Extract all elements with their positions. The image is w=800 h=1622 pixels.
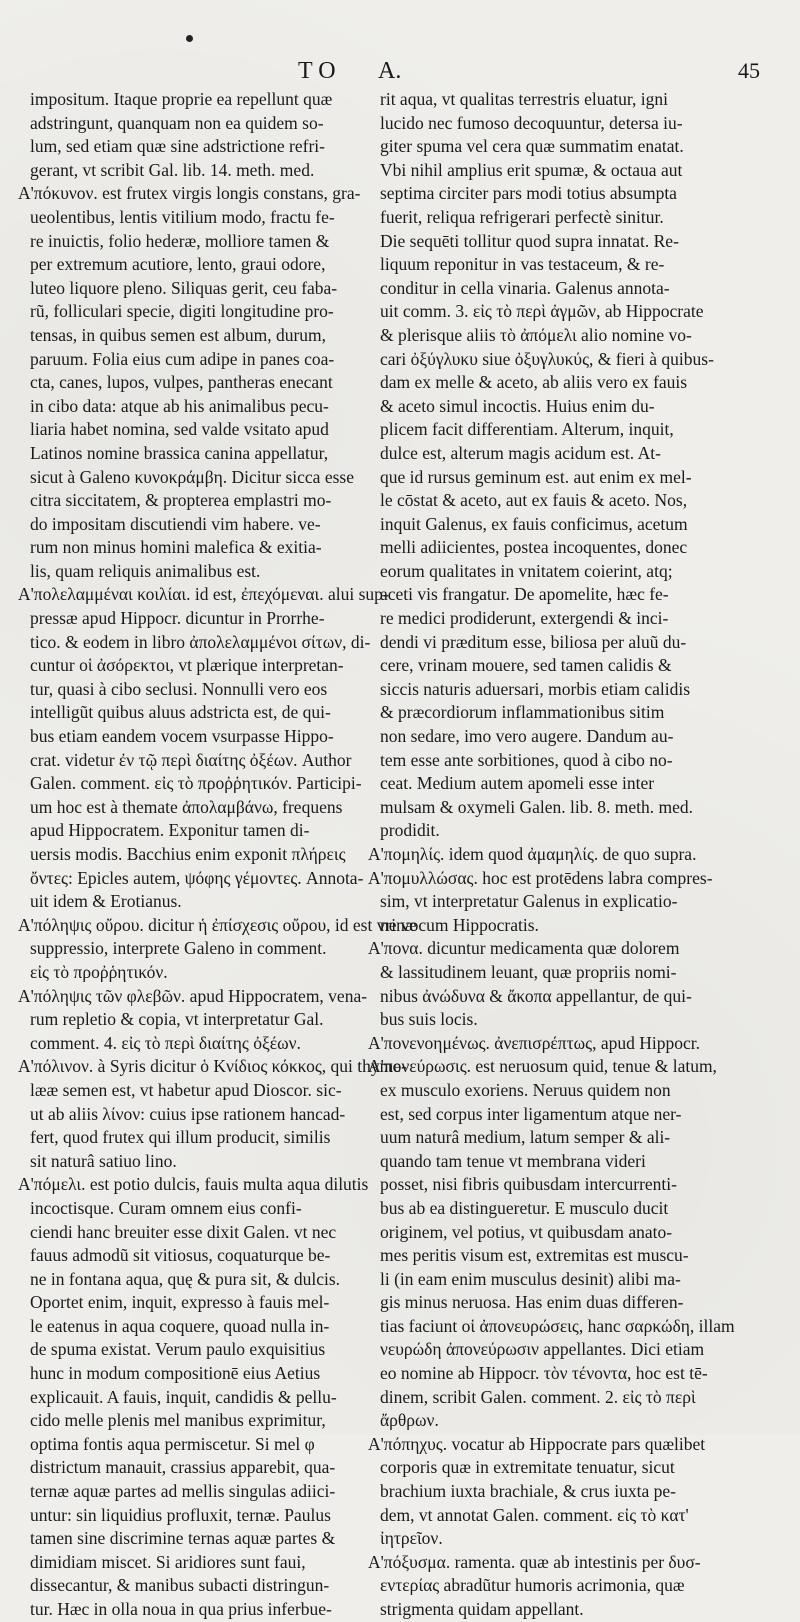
text-line: liaria habet nomina, sed valde vsitato apud xyxy=(30,419,329,440)
ink-spot xyxy=(186,35,193,42)
text-line: do impositam discutiendi vim habere. ve- xyxy=(30,513,321,534)
text-line: Vbi nihil amplius erit spumæ, & octaua aut xyxy=(380,159,683,180)
text-line: suppressio, interprete Galeno in comment. xyxy=(30,938,327,959)
text-line: le eatenus in aqua coquere, quoad nulla in- xyxy=(30,1315,330,1336)
text-line: posset, nisi fibris quibusdam intercurrenti- xyxy=(380,1174,677,1195)
text-line: tensas, in quibus semen est album, durum, xyxy=(30,324,327,345)
text-line: A'πόπηχυς. vocatur ab Hippocrate pars quælibet xyxy=(368,1433,706,1454)
text-line: ceat. Medium autem apomeli esse inter xyxy=(380,773,655,794)
text-line: A'πομηλίς. idem quod ἀμαμηλίς. de quo supra. xyxy=(368,844,697,864)
text-line: brachium iuxta brachiale, & crus iuxta pe- xyxy=(380,1481,676,1502)
text-line: pressæ apud Hippocr. dicuntur in Prorrhe- xyxy=(30,608,325,629)
text-line: optima fontis aqua permiscetur. Si mel φ xyxy=(30,1433,315,1454)
text-line: corporis quæ in extremitate tenuatur, sicut xyxy=(380,1457,675,1478)
text-line: A'πομυλλώσας. hoc est protēdens labra compres- xyxy=(368,867,713,888)
text-line: re inuictis, folio hederæ, molliore tamen & xyxy=(30,230,330,251)
text-line: uum naturâ medium, latum semper & ali- xyxy=(380,1127,671,1148)
text-line: cere, vrinam mouere, sed tamen calidis & xyxy=(380,655,672,676)
text-line: rum repletio & copia, vt interpretatur Gal. xyxy=(30,1009,324,1030)
text-line: νευρώδη ἀπονεύρωσιν appellantes. Dici etiam xyxy=(380,1339,705,1360)
text-line: bus ab ea distingueretur. E musculo ducit xyxy=(380,1197,669,1218)
text-line: untur: sin liquidius profluxit, ternæ. Paulus xyxy=(30,1504,331,1525)
text-line: liquum reponitur in vas testaceum, & re- xyxy=(380,254,665,275)
text-line: ciendi hanc breuiter esse dixit Galen. vt nec xyxy=(30,1221,337,1242)
text-line: inquit Galenus, ex fauis conficimus, acetum xyxy=(380,513,688,534)
text-line: paruum. Folia eius cum adipe in panes coa- xyxy=(30,348,335,369)
text-line: hunc in modum compositionē eius Aetius xyxy=(30,1363,321,1384)
text-line: A'πόκυνον. est frutex virgis longis constans, gra- xyxy=(18,183,361,204)
text-line: εἰς τὸ προῤῥητικόν. xyxy=(30,961,168,982)
text-line: & aceto simul incoctis. Huius enim du- xyxy=(380,395,655,416)
text-line: A'πόληψις οὔρου. dicitur ἡ ἐπίσχεσις οὔρου, id est vrinæ xyxy=(18,914,417,935)
text-line: conditur in cella vinaria. Galenus annota- xyxy=(380,277,670,298)
text-line: melli adiicientes, postea incoquentes, donec xyxy=(380,537,688,558)
text-line: explicauit. A fauis, inquit, candidis & pellu- xyxy=(30,1386,337,1407)
text-line: lis, quam reliquis animalibus est. xyxy=(30,560,261,581)
text-line: que id rursus geminum est. aut enim ex mel- xyxy=(380,466,692,487)
text-line: cta, canes, lupos, vulpes, pantheras enecant xyxy=(30,372,333,393)
text-line: dissecantur, & manibus subacti distringun- xyxy=(30,1575,330,1596)
text-line: fuerit, reliqua refrigerari perfectè sinitur. xyxy=(380,206,664,227)
text-line: dinem, scribit Galen. comment. 2. εἰς τὸ περὶ xyxy=(380,1386,696,1407)
text-line: cido melle plenis mel manibus exprimitur, xyxy=(30,1410,326,1431)
text-line: lucido nec fumoso decoquuntur, detersa iu- xyxy=(380,112,683,133)
text-line: in cibo data: atque ab his animalibus pecu- xyxy=(30,395,329,416)
text-line: citra siccitatem, & propterea emplastri mo- xyxy=(30,490,332,511)
text-line: A'πόξυσμα. ramenta. quæ ab intestinis per δυσ- xyxy=(368,1551,701,1572)
text-line: ut ab aliis λίνον: cuius ipse rationem hancad- xyxy=(30,1103,346,1124)
text-line: A'πονα. dicuntur medicamenta quæ dolorem xyxy=(368,938,680,959)
text-line: nibus ἀνώδυνα & ἄκοπα appellantur, de qui- xyxy=(380,985,692,1006)
text-line: tias faciunt οἱ ἀπονευρώσεις, hanc σαρκώδη, illam xyxy=(380,1315,735,1336)
right-text-column xyxy=(368,88,782,1622)
text-line: A'πόλινον. à Syris dicitur ὁ Κνίδιος κόκκος, qui thyme- xyxy=(18,1056,407,1077)
text-line: tur. Hæc in olla noua in qua prius inferbue- xyxy=(30,1599,332,1619)
text-line: & præcordiorum inflammationibus sitim xyxy=(380,702,665,723)
text-line: bus suis locis. xyxy=(380,1009,478,1030)
running-head-letter: A. xyxy=(378,58,402,84)
text-line: gis minus neruosa. Has enim duas differen- xyxy=(380,1292,684,1313)
text-line: ἄρθρων. xyxy=(380,1410,439,1431)
text-line: A'πολελαμμέναι κοιλίαι. id est, ἐπεχόμεναι. alui sup- xyxy=(18,584,389,605)
text-line: dendi vi præditum esse, biliosa per aluũ du- xyxy=(380,631,687,652)
text-line: luteo liquore pleno. Siliquas gerit, ceu faba- xyxy=(30,277,338,298)
text-line: bus etiam eandem vocem vsurpasse Hippo- xyxy=(30,726,334,747)
text-line: impositum. Itaque proprie ea repellunt quæ xyxy=(30,89,333,109)
page-number: 45 xyxy=(738,58,760,83)
text-line: per extremum acutiore, lento, graui odore, xyxy=(30,254,326,275)
text-line: crat. videtur ἐν τῷ περὶ διαίτης ὀξέων. Author xyxy=(30,749,352,770)
text-line: ueolentibus, lentis vitilium modo, fractu fe- xyxy=(30,206,335,227)
text-line: gerant, vt scribit Gal. lib. 14. meth. med. xyxy=(30,159,315,180)
text-line: li (in eam enim musculus desinit) alibi ma- xyxy=(380,1268,681,1289)
text-line: non sedare, imo vero augere. Dandum au- xyxy=(380,726,674,747)
text-line: ex musculo exoriens. Neruus quidem non xyxy=(380,1079,671,1100)
text-line: rũ, folliculari specie, digiti longitudine pro- xyxy=(30,301,334,322)
text-line: um hoc est à themate ἀπολαμβάνω, frequens xyxy=(30,796,343,817)
text-line: ἰητρεῖον. xyxy=(380,1528,443,1549)
text-line: dimidiam miscet. Si aridiores sunt faui, xyxy=(30,1551,306,1572)
text-line: uit idem & Erotianus. xyxy=(30,891,182,912)
text-line: ternæ aquæ partes ad mellis singulas adiici- xyxy=(30,1481,336,1502)
text-line: uit comm. 3. εἰς τὸ περὶ ἀγμῶν, ab Hippocrate xyxy=(380,301,704,322)
text-line: Die sequēti tollitur quod supra innatat. Re- xyxy=(380,230,679,251)
text-line: tur, quasi à cibo seclusi. Nonnulli vero eos xyxy=(30,678,328,699)
text-line: sit naturâ satiuo lino. xyxy=(30,1150,177,1171)
text-line: A'πόληψις τῶν φλεβῶν. apud Hippocratem, vena- xyxy=(18,985,368,1006)
text-line: A'πονεύρωσις. est neruosum quid, tenue & latum, xyxy=(368,1056,717,1077)
text-line: & lassitudinem leuant, quæ propriis nomi- xyxy=(380,961,677,982)
text-line: eorum qualitates in vnitatem coierint, atq; xyxy=(380,560,673,581)
text-line: quando tam tenue vt membrana videri xyxy=(380,1150,646,1171)
running-head-left: TO xyxy=(298,58,342,84)
text-line: lum, sed etiam quæ sine adstrictione refri- xyxy=(30,136,325,157)
text-line: tem esse ante sorbitiones, quod à cibo no- xyxy=(380,749,673,770)
text-line: originem, vel potius, vt quibusdam anato- xyxy=(380,1221,673,1242)
text-line: tamen sine discrimine ternas aquæ partes & xyxy=(30,1528,336,1549)
text-line: dulce est, alterum magis acidum est. At- xyxy=(380,442,661,463)
text-line: est, sed corpus inter ligamentum atque ner- xyxy=(380,1103,682,1124)
text-line: apud Hippocratem. Exponitur tamen di- xyxy=(30,820,310,841)
text-line: adstringunt, quanquam non ea quidem so- xyxy=(30,112,324,133)
text-line: rum non minus homini malefica & exitia- xyxy=(30,537,322,558)
text-line: septima circiter pars modi totius absumpta xyxy=(380,183,677,204)
text-line: tico. & eodem in libro ἀπολελαμμένοι σίτων, di- xyxy=(30,631,371,652)
text-line: A'πόμελι. est potio dulcis, fauis multa aqua dilutis xyxy=(18,1174,369,1195)
text-line: ne vocum Hippocratis. xyxy=(380,914,539,935)
text-line: districtum manauit, crassius apparebit, qua- xyxy=(30,1457,336,1478)
text-line: & plerisque aliis τὸ ἀπόμελι alio nomine vo- xyxy=(380,324,692,345)
text-line: Latinos nomine brassica canina appellatur, xyxy=(30,442,329,463)
text-line: strigmenta quidam appellant. xyxy=(380,1599,584,1619)
text-line: cuntur οἱ ἀσόρεκτοι, vt plærique interpretan- xyxy=(30,655,344,676)
text-line: εντερίας abradũtur humoris acrimonia, quæ xyxy=(380,1575,685,1596)
text-line: fert, quod frutex qui illum producit, similis xyxy=(30,1127,331,1148)
text-line: re medici prodiderunt, extergendi & inci- xyxy=(380,608,669,629)
text-line: aceti vis frangatur. De apomelite, hæc fe- xyxy=(380,584,669,605)
text-line: sim, vt interpretatur Galenus in explicatio- xyxy=(380,891,678,912)
text-line: ne in fontana aqua, quę & pura sit, & dulcis. xyxy=(30,1268,341,1289)
text-line: Galen. comment. εἰς τὸ προῤῥητικόν. Participi- xyxy=(30,773,362,794)
text-line: le cōstat & aceto, aut ex fauis & aceto. Nos, xyxy=(380,490,688,511)
text-line: lææ semen est, vt habetur apud Dioscor. sic- xyxy=(30,1079,342,1100)
text-line: mulsam & oxymeli Galen. lib. 8. meth. med. xyxy=(380,796,694,817)
text-line: mes peritis visum est, extremitas est muscu- xyxy=(380,1245,689,1266)
text-line: ὄντες: Epicles autem, ψόφης γέμοντες. Annota- xyxy=(30,867,364,888)
text-line: intelligũt quibus aluus adstricta est, de qui- xyxy=(30,702,331,723)
text-line: cari ὀξύγλυκυ siue ὀξυγλυκύς, & fieri à quibus- xyxy=(380,348,714,369)
text-line: uersis modis. Bacchius enim exponit πλήρεις xyxy=(30,844,346,864)
text-line: rit aqua, vt qualitas terrestris eluatur, igni xyxy=(380,89,668,109)
text-line: fauus admodũ sit vitiosus, coquaturque be- xyxy=(30,1245,331,1266)
text-line: prodidit. xyxy=(380,820,440,841)
text-line: dem, vt annotat Galen. comment. εἰς τὸ κατ' xyxy=(380,1504,689,1525)
text-line: dam ex melle & aceto, ab aliis vero ex fauis xyxy=(380,372,688,393)
text-line: siccis naturis aduersari, morbis etiam calidis xyxy=(380,678,691,699)
text-line: sicut à Galeno κυνοκράμβη. Dicitur sicca esse xyxy=(30,466,354,487)
text-line: Oportet enim, inquit, expresso à fauis mel- xyxy=(30,1292,330,1313)
text-line: A'πονενοημένως. ἀνεπισρέπτως, apud Hippocr. xyxy=(368,1032,700,1053)
text-line: eo nomine ab Hippocr. τὸν τένοντα, hoc est tē- xyxy=(380,1363,708,1384)
text-line: giter spuma vel cera quæ summatim enatat. xyxy=(380,136,684,157)
text-line: incoctisque. Curam omnem eius confi- xyxy=(30,1197,302,1218)
text-line: de spuma existat. Verum paulo exquisitius xyxy=(30,1339,326,1360)
text-line: plicem facit differentiam. Alterum, inquit, xyxy=(380,419,674,440)
text-line: comment. 4. εἰς τὸ περὶ διαίτης ὀξέων. xyxy=(30,1032,301,1053)
